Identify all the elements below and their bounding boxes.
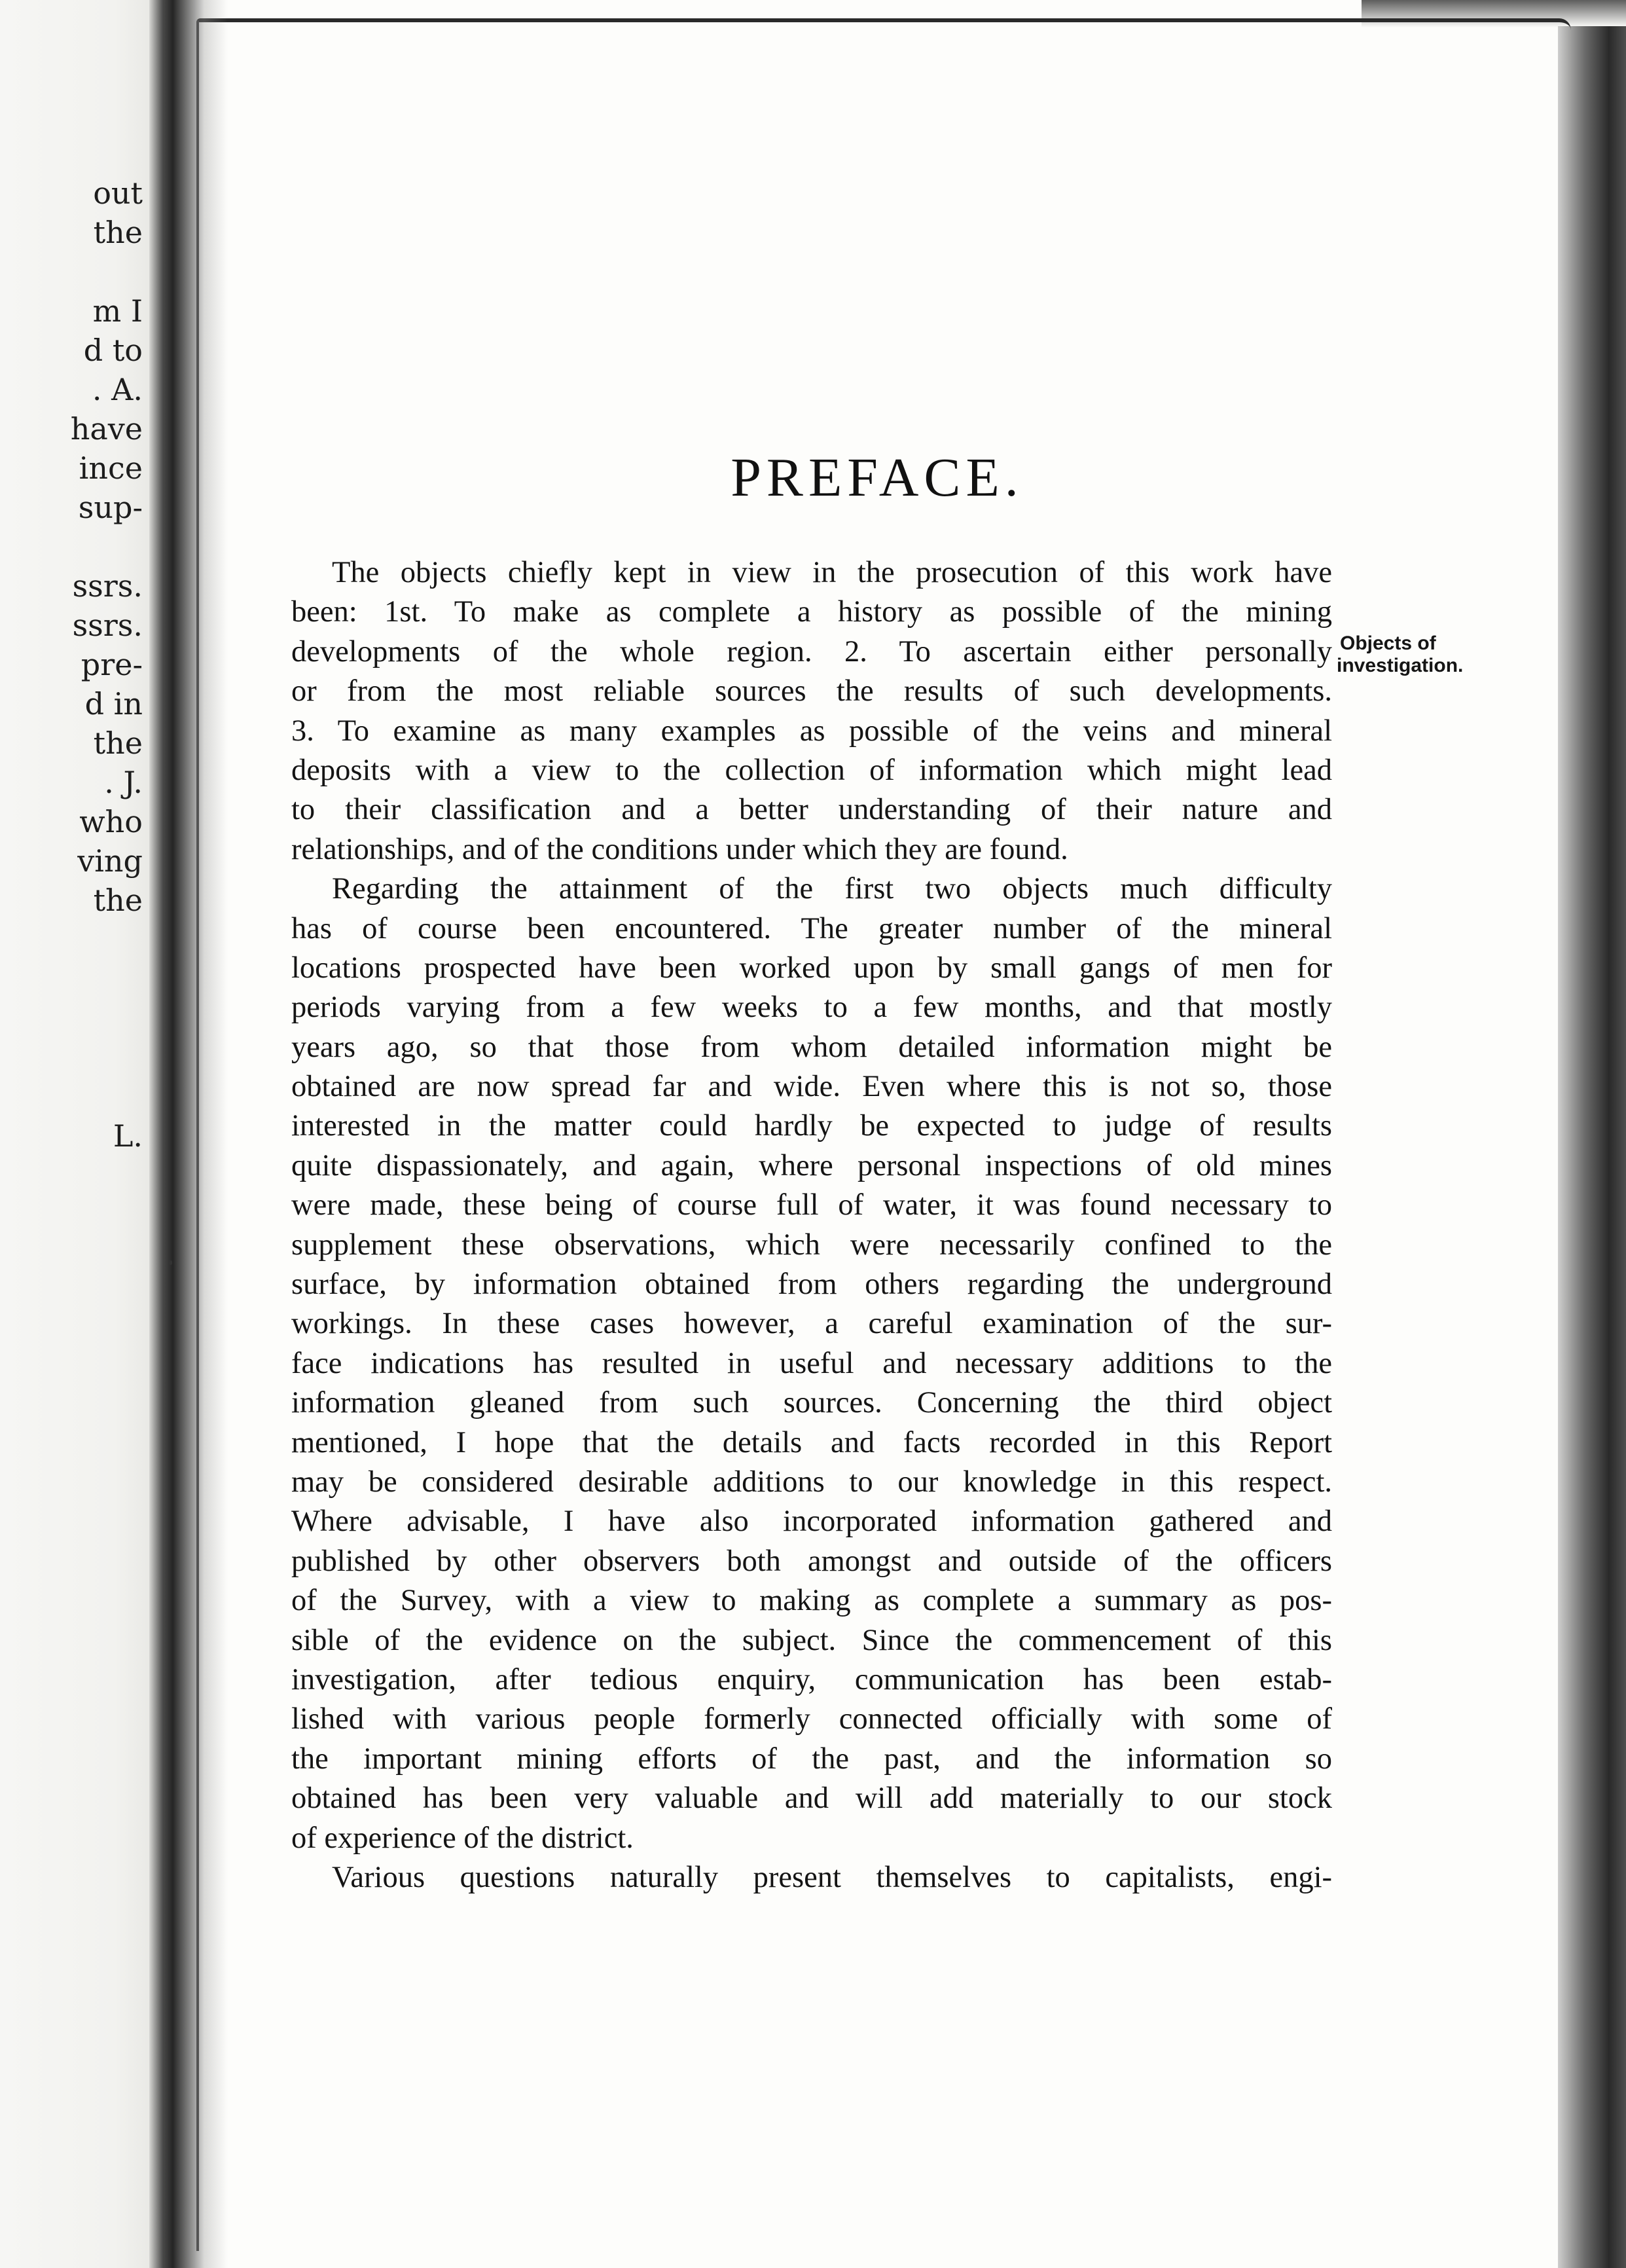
previous-page-fragment (0, 998, 151, 1038)
margin-note-line: investigation. (1337, 655, 1464, 676)
previous-page-fragment: . J. (104, 765, 143, 800)
text-line: developments of the whole region. 2. To ascertain either personally (291, 634, 1332, 668)
previous-page-fragment: the (93, 883, 143, 918)
text-line: to their classification and a better understanding of their nature and (291, 793, 1332, 827)
previous-page-fragment (0, 1038, 151, 1077)
text-line: the important mining efforts of the past, and the information so (291, 1742, 1332, 1776)
text-line: were made, these being of course full of water, it was found necessary to (291, 1188, 1332, 1222)
text-line: face indications has resulted in useful and necessary additions to the (291, 1346, 1332, 1380)
text-line: sible of the evidence on the subject. Since the commencement of this (291, 1623, 1332, 1657)
previous-page-fragment: ssrs. (72, 608, 143, 643)
text-line: Regarding the attainment of the first two objects much difficulty (332, 872, 1332, 906)
text-line: The objects chiefly kept in view in the prosecution of this work have (332, 556, 1332, 589)
previous-page-fragment: who (79, 804, 143, 839)
text-line: 3. To examine as many examples as possible of the veins and mineral (291, 714, 1332, 748)
text-line: quite dispassionately, and again, where personal inspections of old mines (291, 1148, 1332, 1182)
previous-page-fragment: pre- (81, 647, 143, 682)
page-edge-shadow (1558, 26, 1626, 2268)
previous-page-margin-text (0, 174, 151, 1156)
text-line: locations prospected have been worked upon by small gangs of men for (291, 951, 1332, 985)
previous-page-fragment (0, 1077, 151, 1116)
previous-page-fragment: the (93, 215, 143, 250)
text-line: lished with various people formerly connected officially with some of (291, 1702, 1332, 1736)
previous-page-fragment: . A. (92, 372, 143, 407)
previous-page-fragment: d to (83, 333, 143, 368)
previous-page-fragment: ssrs. (72, 568, 143, 604)
text-line: been: 1st. To make as complete a history as possible of the mining (291, 595, 1332, 629)
preface-body (291, 553, 1332, 1897)
text-line: obtained are now spread far and wide. Even where this is not so, those (291, 1070, 1332, 1104)
text-line: relationships, and of the conditions under which they are found. (291, 832, 1068, 866)
previous-page-fragment: L. (113, 1118, 143, 1154)
previous-page-fragment (0, 527, 151, 566)
text-line: may be considered desirable additions to our knowledge in this respect. (291, 1465, 1332, 1499)
margin-note-line: Objects of (1340, 632, 1436, 654)
text-line: interested in the matter could hardly be expected to judge of results (291, 1109, 1332, 1143)
previous-page (0, 0, 164, 2268)
text-line: deposits with a view to the collection of information which might lead (291, 753, 1332, 787)
previous-page-fragment (0, 959, 151, 998)
text-line: years ago, so that those from whom detailed information might be (291, 1030, 1332, 1064)
text-line: supplement these observations, which were necessarily confined to the (291, 1228, 1332, 1262)
previous-page-fragment: the (93, 725, 143, 761)
margin-note (1337, 632, 1494, 677)
text-line: of the Survey, with a view to making as complete a summary as pos- (291, 1584, 1332, 1618)
text-line: obtained has been very valuable and will add materially to our stock (291, 1782, 1332, 1816)
top-edge-shadow (1362, 0, 1626, 27)
text-line: periods varying from a few weeks to a few months, and that mostly (291, 991, 1332, 1025)
text-line: information gleaned from such sources. Concerning the third object (291, 1386, 1332, 1420)
text-line: surface, by information obtained from others regarding the underground (291, 1268, 1332, 1302)
previous-page-fragment (0, 252, 151, 291)
text-line: investigation, after tedious enquiry, communication has been estab- (291, 1662, 1332, 1696)
text-line: Where advisable, I have also incorporated information gathered and (291, 1505, 1332, 1539)
text-line: of experience of the district. (291, 1821, 634, 1855)
previous-page-fragment: out (93, 175, 143, 211)
text-line: Various questions naturally present themselves to capitalists, engi- (332, 1860, 1332, 1894)
text-line: mentioned, I hope that the details and facts recorded in this Report (291, 1425, 1332, 1459)
text-line: published by other observers both amongst and outside of the officers (291, 1544, 1332, 1578)
previous-page-fragment: ince (79, 450, 143, 486)
page-title: PREFACE. (731, 447, 1024, 508)
previous-page-fragment (0, 920, 151, 959)
book-gutter-shadow (149, 0, 228, 2268)
previous-page-fragment: have (70, 411, 143, 447)
previous-page-fragment: ving (77, 843, 143, 879)
previous-page-fragment: d in (84, 686, 143, 722)
dust-speck (169, 1260, 172, 1265)
previous-page-fragment: sup- (78, 490, 143, 525)
previous-page-fragment: m I (92, 293, 143, 329)
text-line: has of course been encountered. The greater number of the mineral (291, 911, 1332, 945)
text-line: workings. In these cases however, a careful examination of the sur- (291, 1307, 1332, 1341)
text-line: or from the most reliable sources the results of such developments. (291, 674, 1332, 708)
